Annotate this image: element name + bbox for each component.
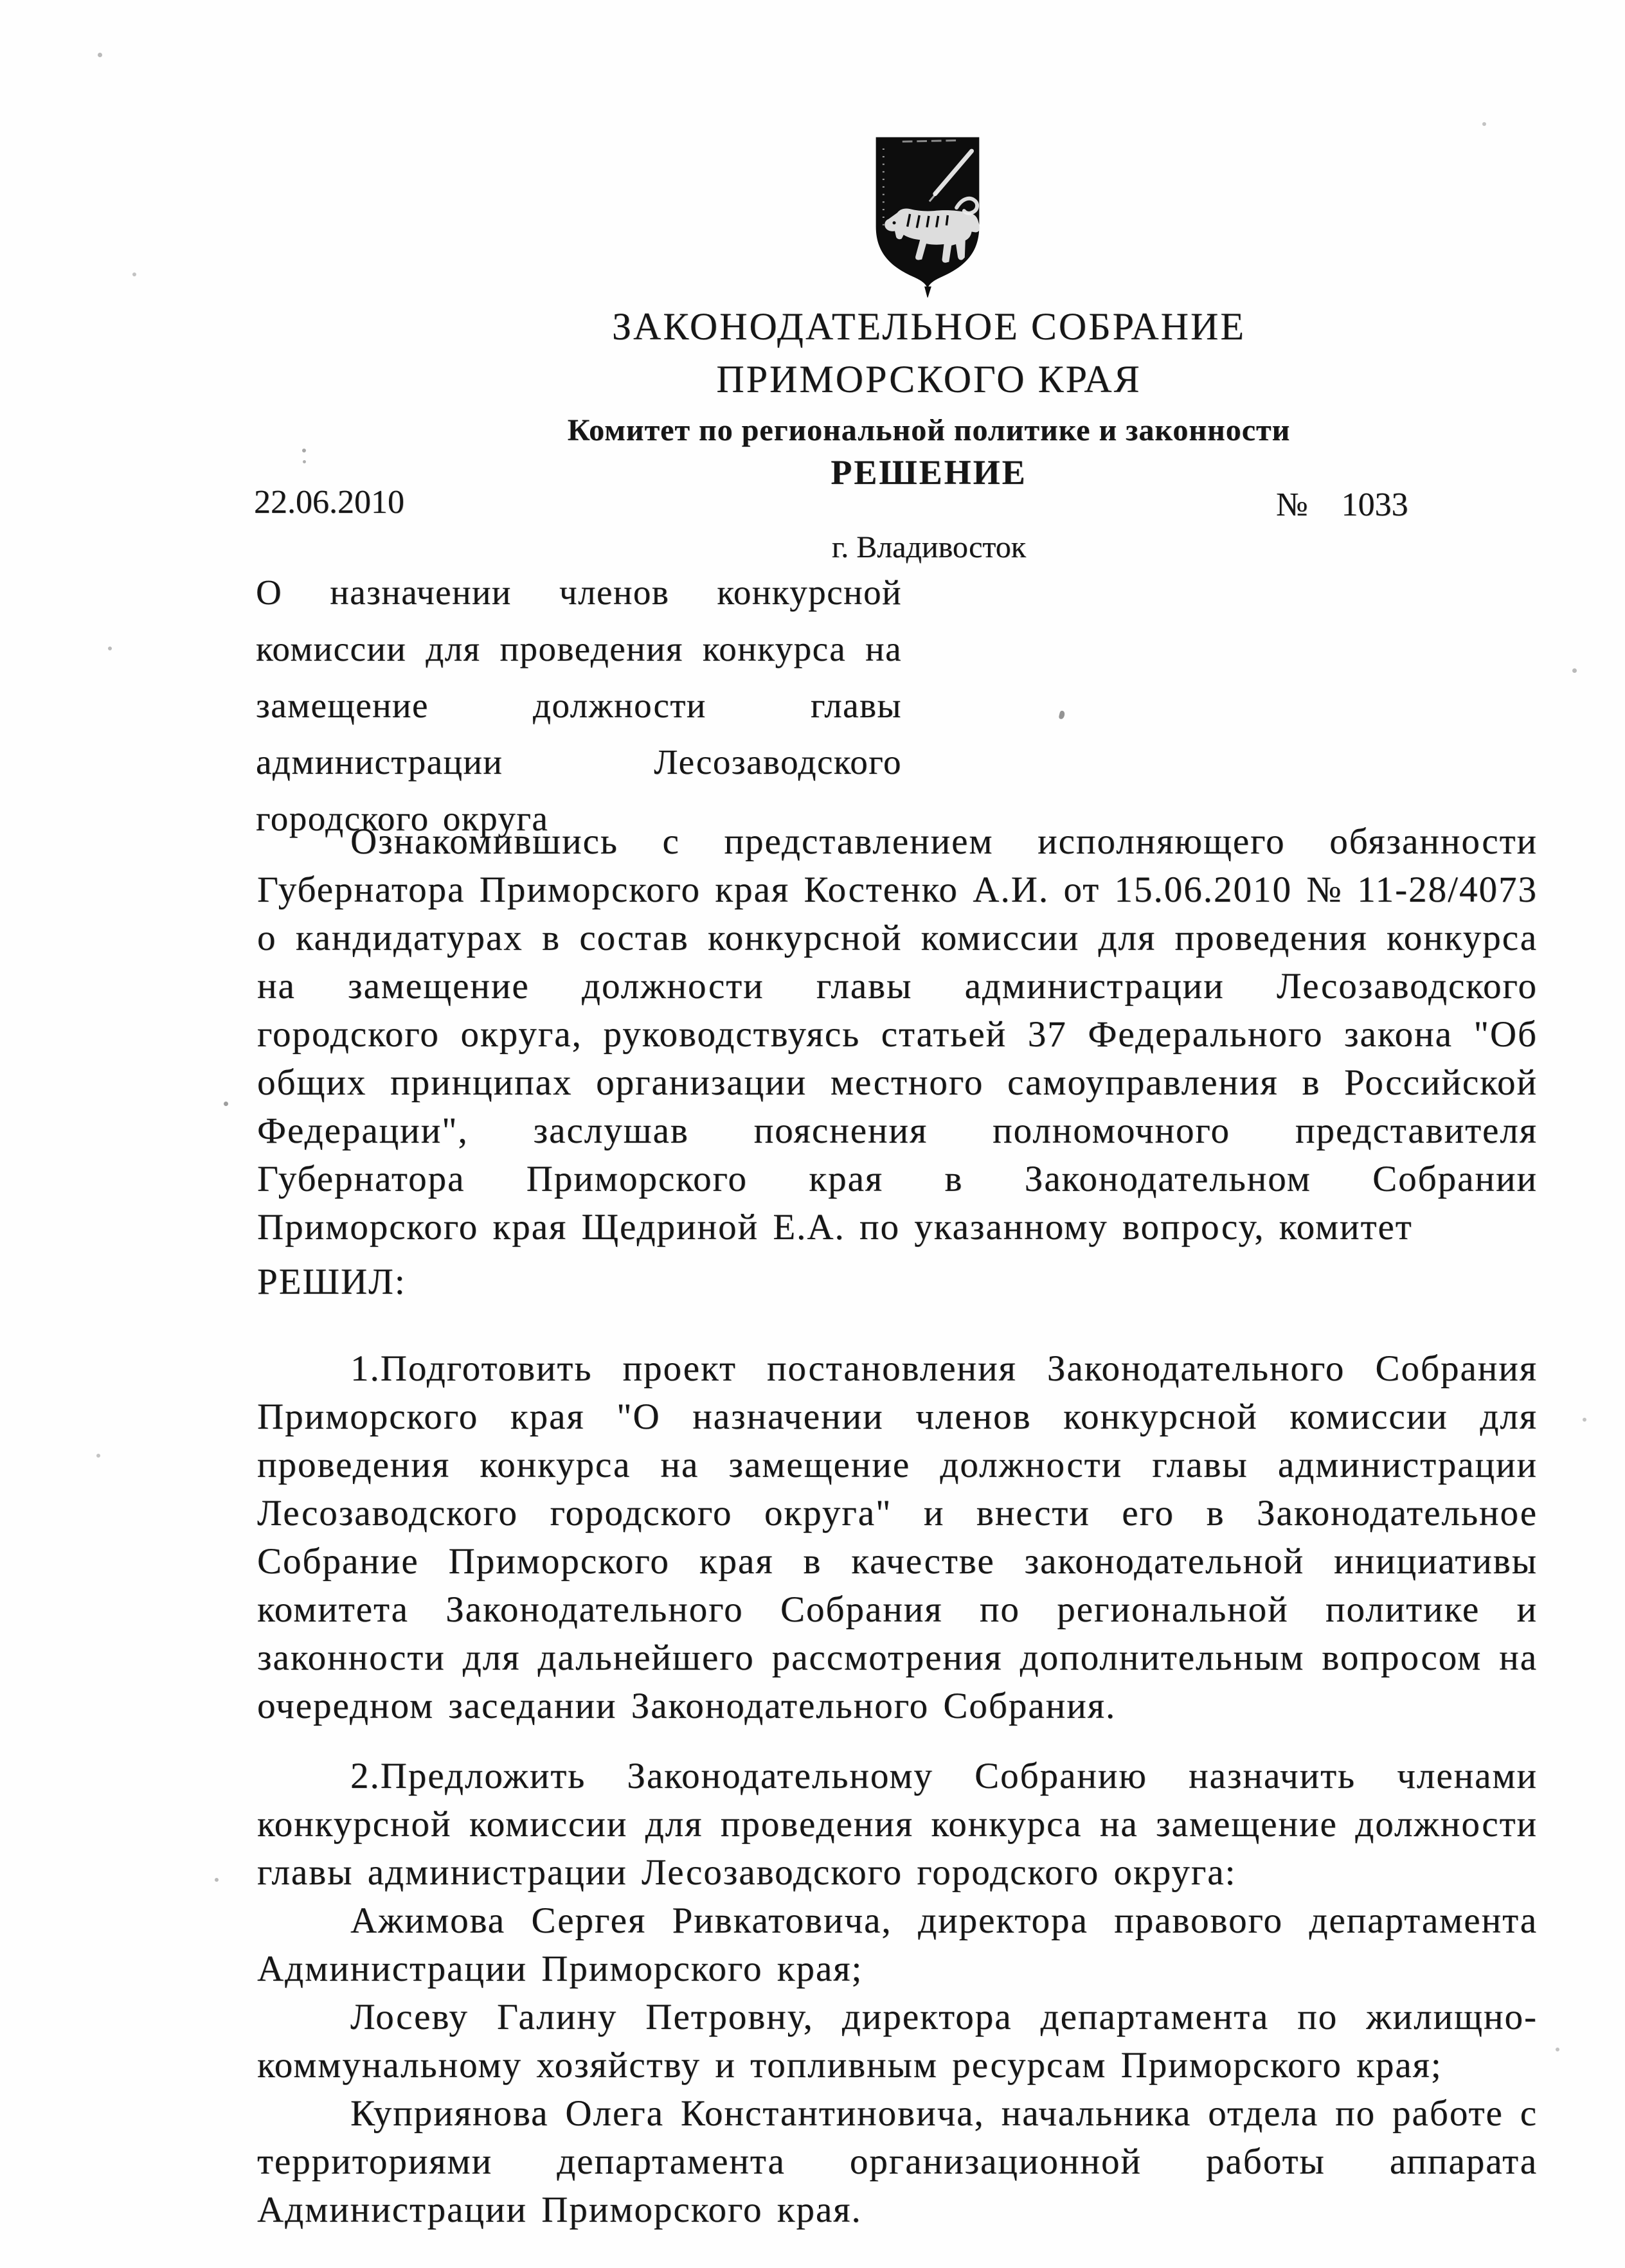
- scan-speck: [224, 1102, 228, 1106]
- resolution-item-2: 2.Предложить Законодательному Собранию назначить членами конкурсной комиссии для проведения конкурса на замещение должности главы администрации Лесозаводского городского округа:: [257, 1756, 1538, 1893]
- scan-speck: [132, 272, 136, 276]
- commission-member-kupriyanov: Куприянова Олега Константиновича, начальника отдела по работе с территориями департамента организационной работы аппарата Администрации Приморского края.: [257, 2093, 1538, 2230]
- commission-member-loseva: Лосеву Галину Петровну, директора департамента по жилищно-коммунальному хозяйству и топливным ресурсам Приморского края;: [257, 1997, 1538, 2085]
- document-type-title: РЕШЕНИЕ: [830, 453, 1027, 492]
- scan-speck: [98, 53, 102, 57]
- scan-speck: [302, 449, 306, 452]
- scan-speck: [1482, 122, 1486, 126]
- scan-speck: [1059, 710, 1066, 720]
- scan-speck: [215, 1878, 219, 1882]
- resolution-item-1: 1.Подготовить проект постановления Законодательного Собрания Приморского края "О назначении членов конкурсной комиссии для проведения конкурса на замещение должности главы администрации Лесозаводского городского округа" и внести его в Законодательное Собрание Приморского края в качестве законодательной инициативы комитета Законодательного Собрания по региональной политике и законности для дальнейшего рассмотрения дополнительным вопросом на очередном заседании Законодательного Собрания.: [257, 1348, 1538, 1726]
- resolved-label: РЕШИЛ:: [257, 1262, 406, 1302]
- number-sign: №: [1276, 487, 1308, 523]
- commission-member-azhimov: Ажимова Сергея Ривкатовича, директора правового департамента Администрации Приморского края;: [257, 1900, 1538, 1989]
- org-name-line2: ПРИМОРСКОГО КРАЯ: [716, 358, 1142, 400]
- scan-speck: [1572, 668, 1577, 673]
- document-date: 22.06.2010: [254, 484, 404, 521]
- preamble-paragraph: Ознакомившись с представлением исполняющего обязанности Губернатора Приморского края Костенко А.И. от 15.06.2010 № 11-28/4073 о кандидатурах в состав конкурсной комиссии для проведения конкурса на замещение должности главы администрации Лесозаводского городского округа, руководствуясь статьей 37 Федерального закона "Об общих принципах организации местного самоуправления в Российской Федерации", заслушав пояснения полномочного представителя Губернатора Приморского края в Законодательном Собрании Приморского края Щедриной Е.А. по указанному вопросу, комитет: [257, 821, 1538, 1247]
- org-name-line1: ЗАКОНОДАТЕЛЬНОЕ СОБРАНИЕ: [611, 305, 1246, 348]
- document-subject: О назначении членов конкурсной комиссии для проведения конкурса на замещение должности главы администрации Лесозаводского городского округа: [256, 573, 902, 838]
- scan-speck: [1583, 1418, 1586, 1422]
- committee-name: Комитет по региональной политике и законности: [567, 413, 1291, 447]
- scan-speck: [1556, 2048, 1559, 2051]
- scan-speck: [303, 460, 306, 463]
- primorsky-krai-coat-of-arms-icon: [865, 132, 991, 298]
- document-place: г. Владивосток: [831, 530, 1027, 564]
- resolution-item-2-block: [257, 1752, 1538, 2234]
- number-value: 1033: [1341, 487, 1408, 523]
- document-number: [1276, 486, 1408, 524]
- scan-speck: [96, 1454, 100, 1458]
- scan-speck: [108, 647, 112, 650]
